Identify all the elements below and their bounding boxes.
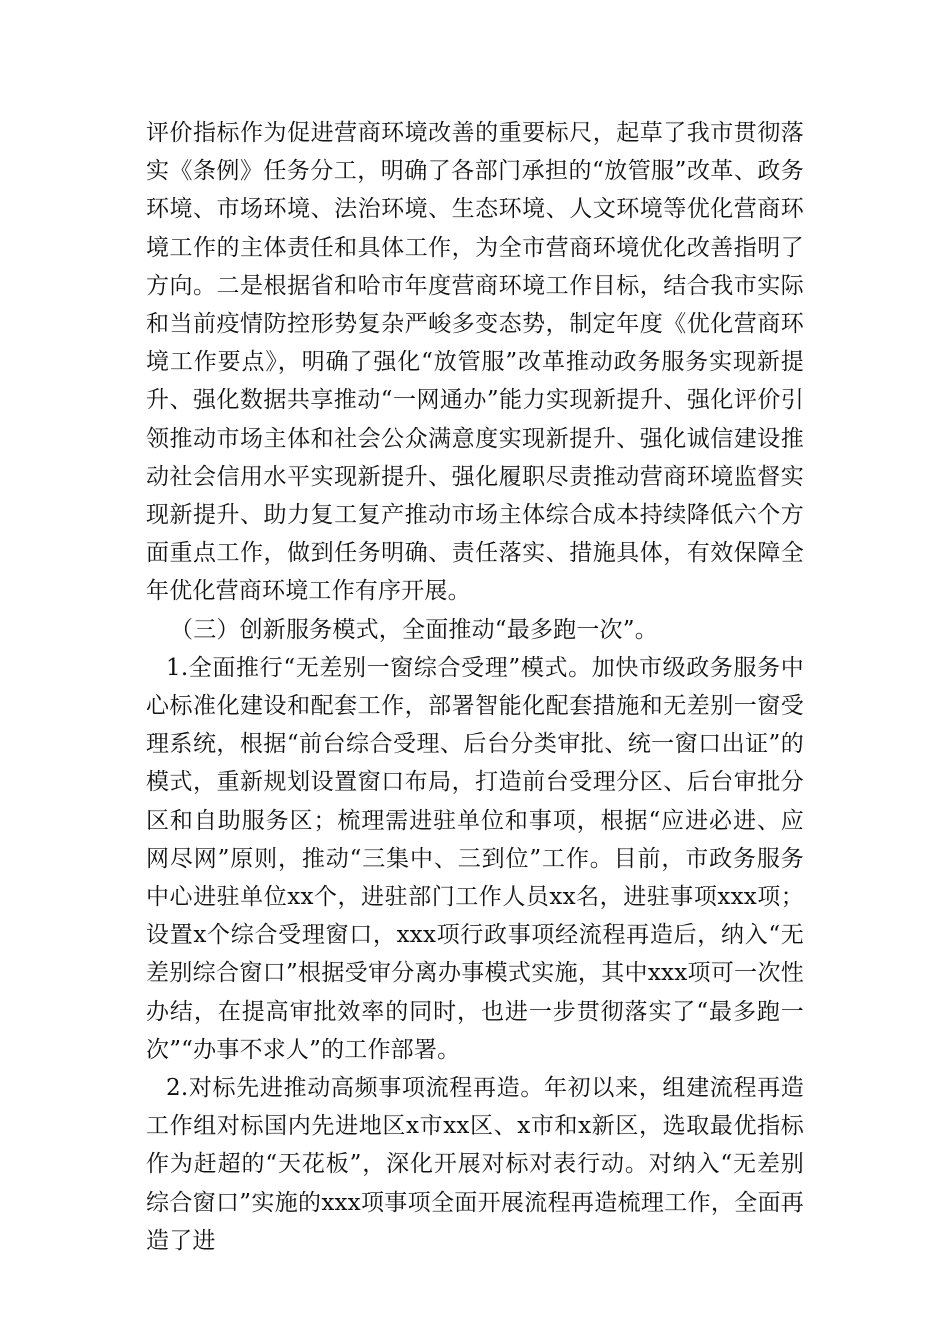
document-body bbox=[146, 114, 804, 1260]
list-item-1: 1.全面推行“无差别一窗综合受理”模式。加快市级政务服务中心标准化建设和配套工作，部署智能化配套措施和无差别一窗受理系统，根据“前台综合受理、后台分类审批、统一窗口出证”的模式，重新规划设置窗口布局，打造前台受理分区、后台审批分区和自助服务区；梳理需进驻单位和事项，根据“应进必进、应网尽网”原则，推动“三集中、三到位”工作。目前，市政务服务中心进驻单位xx个，进驻部门工作人员xx名，进驻事项xxx项；设置x个综合受理窗口，xxx项行政事项经流程再造后，纳入“无差别综合窗口”根据受审分离办事模式实施，其中xxx项可一次性办结，在提高审批效率的同时，也进一步贯彻落实了“最多跑一次”“办事不求人”的工作部署。 bbox=[146, 654, 804, 1063]
list-item-2: 2.对标先进推动高频事项流程再造。年初以来，组建流程再造工作组对标国内先进地区x市xx区、x市和x新区，选取最优指标作为赶超的“天花板”，深化开展对标对表行动。对纳入“无差别综合窗口”实施的xxx项事项全面开展流程再造梳理工作，全面再造了进 bbox=[146, 1075, 804, 1254]
section-heading-3: （三）创新服务模式，全面推动“最多跑一次”。 bbox=[170, 616, 658, 643]
body-paragraph-continued: 评价指标作为促进营商环境改善的重要标尺，起草了我市贯彻落实《条例》任务分工，明确了各部门承担的“放管服”改革、政务环境、市场环境、法治环境、生态环境、人文环境等优化营商环境工作的主体责任和具体工作，为全市营商环境优化改善指明了方向。二是根据省和哈市年度营商环境工作目标，结合我市实际和当前疫情防控形势复杂严峻多变态势，制定年度《优化营商环境工作要点》，明确了强化“放管服”改革推动政务服务实现新提升、强化数据共享推动“一网通办”能力实现新提升、强化评价引领推动市场主体和社会公众满意度实现新提升、强化诚信建设推动社会信用水平实现新提升、强化履职尽责推动营商环境监督实现新提升、助力复工复产推动市场主体综合成本持续降低六个方面重点工作，做到任务明确、责任落实、措施具体，有效保障全年优化营商环境工作有序开展。 bbox=[146, 120, 804, 605]
